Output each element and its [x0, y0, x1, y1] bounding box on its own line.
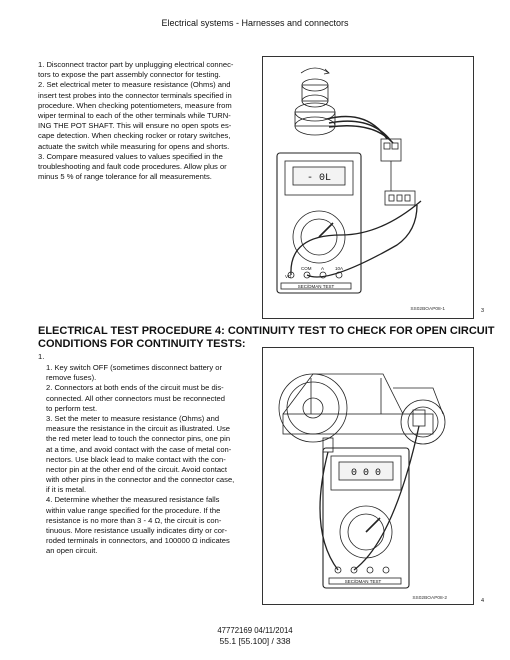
text-line: if it is metal. [46, 485, 87, 495]
text-line: actuate the switch while measuring for opens and shorts. [38, 141, 230, 151]
text-line: 1. Disconnect tractor part by unplugging electrical connec- [38, 60, 234, 69]
text-line: tinuous. More resistance usually indicates dirty or cor- [46, 526, 228, 535]
text-line: at a time, and avoid contact with the case of metal con- [46, 444, 232, 454]
text-line: cape detection. When checking rocker or rotary switches, [38, 131, 231, 141]
text-line: nector pin at the other end of the circuit. Avoid contact [46, 464, 227, 474]
text-line: roded terminals in connectors, and 100000 Ω indicates [46, 536, 230, 546]
selector-label: SEC/DMAN TEST [297, 284, 335, 289]
text-line: with other pins in the connector and the connector case, [46, 475, 235, 485]
step-number: 1. [38, 352, 45, 361]
terminal-label: COM [301, 266, 312, 271]
text-line: wiper terminal to each of the other terminals while TURN- [38, 110, 231, 120]
text-line: remove fuses). [46, 373, 97, 383]
title-line: ELECTRICAL TEST PROCEDURE 4: CONTINUITY TEST TO CHECK FOR OPEN CIRCUIT [38, 325, 495, 337]
figure-number: 3 [481, 308, 485, 314]
multimeter-potentiometer-illustration [263, 57, 473, 318]
text-line: nectors. Use black lead to make contact with the con- [46, 454, 226, 464]
instructions-section-1 [38, 60, 233, 182]
text-line: resistance is no more than 3 - 4 Ω, the circuit is con- [46, 515, 222, 525]
page-header: Electrical systems - Harnesses and connectors [161, 18, 349, 28]
terminal-label: A [321, 266, 325, 271]
figure-caption: SS02BOAP08-1 [410, 307, 445, 312]
text-line: 3. Set the meter to measure resistance (Ohms) and [46, 413, 220, 423]
footer-doc-number: 47772169 04/11/2014 [217, 626, 293, 635]
tractor-multimeter-illustration [263, 348, 473, 604]
text-line: connected. All other connectors must be reconnected [46, 393, 225, 403]
text-line: minus 5 % of range tolerance for all measurements. [38, 172, 212, 182]
figure-caption: SS02BOAP08-2 [412, 596, 447, 601]
instructions-section-2 [46, 363, 234, 557]
figure-potentiometer-test [262, 56, 474, 319]
title-line: CONDITIONS FOR CONTINUITY TESTS: [38, 338, 246, 350]
text-line: to perform test. [46, 403, 98, 413]
text-line: procedure. When checking potentiometers, measure from [38, 100, 232, 110]
footer-page-number: 55.1 [55.100] / 338 [219, 636, 291, 646]
meter-display: - 0L [306, 173, 332, 184]
text-line: 1. Key switch OFF (sometimes disconnect battery or [46, 363, 222, 372]
text-line: 3. Compare measured values to values specified in the [38, 151, 223, 161]
meter-display: 0 0 0 [350, 468, 382, 479]
text-line: measure the resistance in the circuit as illustrated. Use [46, 424, 231, 434]
selector-label: SEC/DMAN TEST [344, 579, 382, 584]
text-line: 4. Determine whether the measured resistance falls [46, 495, 220, 505]
text-line: ING THE POT SHAFT. This will ensure no open spots es- [38, 121, 232, 131]
text-line: within value range specified for the procedure. If the [46, 505, 221, 515]
figure-continuity-test [262, 347, 474, 605]
text-line: 2. Set electrical meter to measure resistance (Ohms) and [38, 80, 231, 90]
text-line: troubleshooting and fault code procedures. Allow plus or [38, 161, 227, 171]
text-line: the red meter lead to touch the connector pins, one pin [46, 434, 231, 444]
terminal-label: 10A [335, 266, 344, 271]
text-line: insert test probes into the connector terminals specified in [38, 90, 232, 100]
terminal-label: VΩ [285, 274, 292, 279]
text-line: tors to expose the part assembly connector for testing. [38, 70, 221, 80]
text-line: an open circuit. [46, 546, 98, 556]
text-line: 2. Connectors at both ends of the circuit must be dis- [46, 383, 224, 393]
figure-number: 4 [481, 598, 485, 604]
